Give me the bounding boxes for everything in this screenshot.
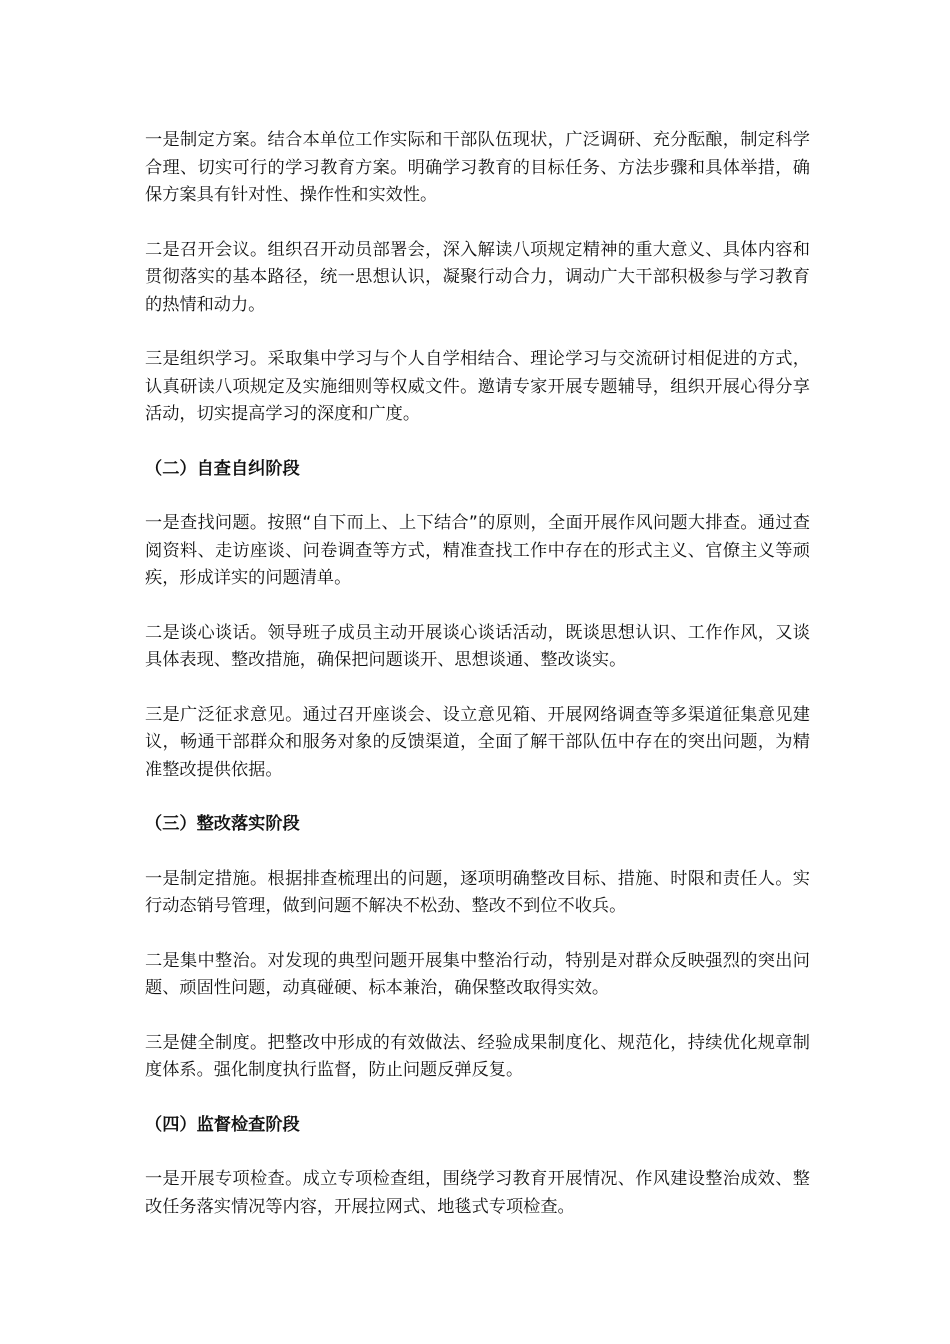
paragraph: 一是查找问题。按照“自下而上、上下结合”的原则，全面开展作风问题大排查。通过查阅资料、走访座谈、问卷调查等方式，精准查找工作中存在的形式主义、官僚主义等顽疾，形成详实的问题清单。 xyxy=(145,513,810,588)
section-heading: （二）自查自纠阶段 xyxy=(145,458,300,479)
paragraph: 三是组织学习。采取集中学习与个人自学相结合、理论学习与交流研讨相促进的方式，认真研读八项规定及实施细则等权威文件。邀请专家开展专题辅导，组织开展心得分享活动，切实提高学习的深度和广度。 xyxy=(145,349,810,424)
paragraph: 一是制定方案。结合本单位工作实际和干部队伍现状，广泛调研、充分酝酿，制定科学合理、切实可行的学习教育方案。明确学习教育的目标任务、方法步骤和具体举措，确保方案具有针对性、操作性和实效性。 xyxy=(145,130,810,205)
paragraph: 二是集中整治。对发现的典型问题开展集中整治行动，特别是对群众反映强烈的突出问题、顽固性问题，动真碰硬、标本兼治，确保整改取得实效。 xyxy=(145,950,810,998)
paragraph: 二是谈心谈话。领导班子成员主动开展谈心谈话活动，既谈思想认识、工作作风，又谈具体表现、整改措施，确保把问题谈开、思想谈通、整改谈实。 xyxy=(145,622,810,670)
paragraph: 一是制定措施。根据排查梳理出的问题，逐项明确整改目标、措施、时限和责任人。实行动态销号管理，做到问题不解决不松劲、整改不到位不收兵。 xyxy=(145,868,810,916)
paragraph: 二是召开会议。组织召开动员部署会，深入解读八项规定精神的重大意义、具体内容和贯彻落实的基本路径，统一思想认识，凝聚行动合力，调动广大干部积极参与学习教育的热情和动力。 xyxy=(145,239,810,315)
paragraph: 三是广泛征求意见。通过召开座谈会、设立意见箱、开展网络调查等多渠道征集意见建议，畅通干部群众和服务对象的反馈渠道，全面了解干部队伍中存在的突出问题，为精准整改提供依据。 xyxy=(145,704,810,780)
section-heading: （三）整改落实阶段 xyxy=(145,814,300,834)
document-body xyxy=(145,127,810,1221)
paragraph: 三是健全制度。把整改中形成的有效做法、经验成果制度化、规范化，持续优化规章制度体系。强化制度执行监督，防止问题反弹反复。 xyxy=(145,1032,810,1080)
section-heading: （四）监督检查阶段 xyxy=(145,1114,300,1135)
paragraph: 一是开展专项检查。成立专项检查组，围绕学习教育开展情况、作风建设整治成效、整改任务落实情况等内容，开展拉网式、地毯式专项检查。 xyxy=(145,1169,810,1217)
